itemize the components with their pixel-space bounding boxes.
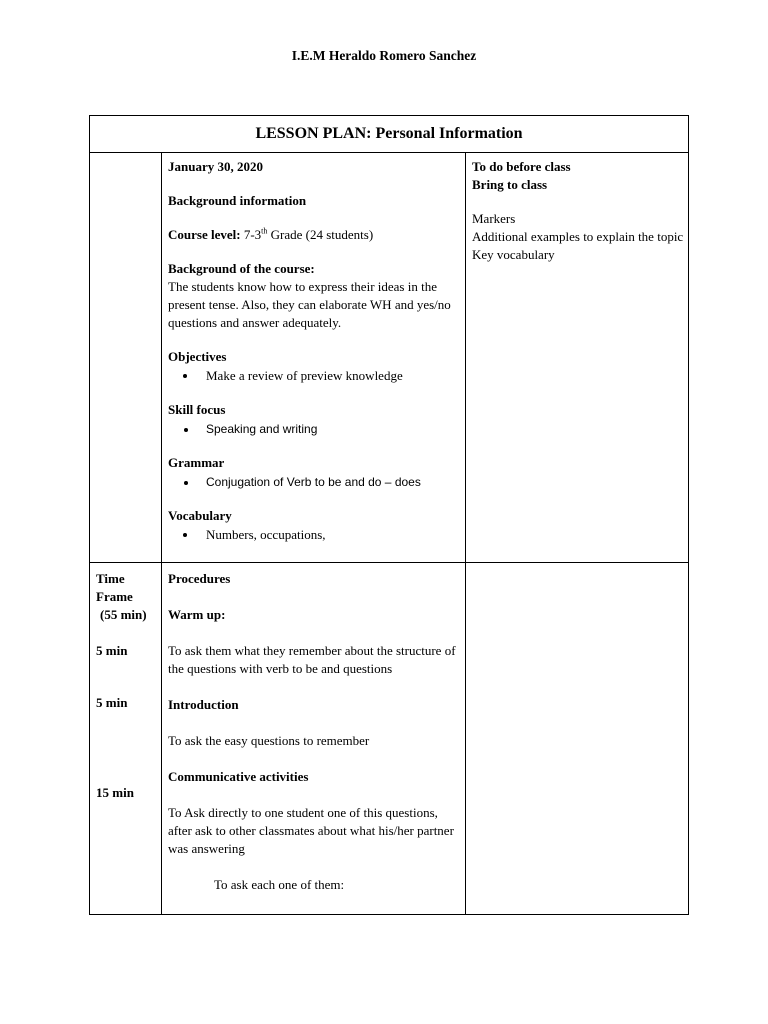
background-course-heading: Background of the course:: [168, 261, 315, 276]
objectives-list: [168, 367, 460, 385]
material-item: Additional examples to explain the topic: [472, 229, 684, 244]
material-item: Key vocabulary: [472, 247, 555, 262]
column-divider-right: [465, 152, 466, 914]
bring-heading: Bring to class: [472, 177, 548, 192]
material-item: Markers: [472, 211, 516, 226]
warm-up-text: To ask them what they remember about the structure of the questions with verb to be and questions: [168, 643, 456, 676]
time-frame-heading: Time Frame (55 min): [96, 571, 147, 622]
background-course-text: The students know how to express their ideas in the present tense. Also, they can elaborate WH and yes/no questions and answer adequately.: [168, 279, 451, 330]
grammar-list: [168, 473, 460, 491]
communicative-text: To Ask directly to one student one of this questions, after ask to other classmates about what his/her partner was answering: [168, 805, 454, 856]
skill-focus-heading: Skill focus: [168, 402, 226, 417]
warm-up-heading: Warm up:: [168, 607, 226, 622]
vocabulary-list: [168, 526, 460, 544]
procedures-cell: [168, 570, 460, 894]
vocabulary-item: • Numbers, occupations,: [198, 526, 460, 544]
background-information-heading: Background information: [168, 193, 307, 208]
grammar-item: • Conjugation of Verb to be and do – does: [198, 473, 460, 491]
column-divider-left: [161, 152, 162, 914]
objectives-item: • Make a review of preview knowledge: [198, 367, 460, 385]
ask-each-text: To ask each one of them:: [214, 877, 345, 892]
lesson-date: January 30, 2020: [168, 159, 263, 174]
skill-focus-list: [168, 420, 460, 438]
lesson-plan-title: LESSON PLAN: Personal Information: [90, 116, 688, 153]
skill-focus-item: • Speaking and writing: [198, 420, 460, 438]
school-header: I.E.M Heraldo Romero Sanchez: [291, 48, 477, 63]
introduction-heading: Introduction: [168, 697, 239, 712]
course-level: Course level: 7-3th Grade (24 students): [168, 226, 374, 242]
objectives-heading: Objectives: [168, 349, 227, 364]
introduction-text: To ask the easy questions to remember: [168, 733, 370, 748]
communicative-heading: Communicative activities: [168, 769, 309, 784]
time-communicative: 15 min: [96, 785, 134, 800]
row-divider: [90, 562, 688, 563]
time-warm-up: 5 min: [96, 643, 128, 658]
course-info-cell: [168, 158, 460, 544]
time-introduction: 5 min: [96, 695, 128, 710]
lesson-plan-table: [89, 115, 689, 915]
todo-heading: To do before class: [472, 159, 571, 174]
procedures-heading: Procedures: [168, 571, 231, 586]
vocabulary-heading: Vocabulary: [168, 508, 232, 523]
grammar-heading: Grammar: [168, 455, 225, 470]
materials-cell: [472, 158, 684, 264]
